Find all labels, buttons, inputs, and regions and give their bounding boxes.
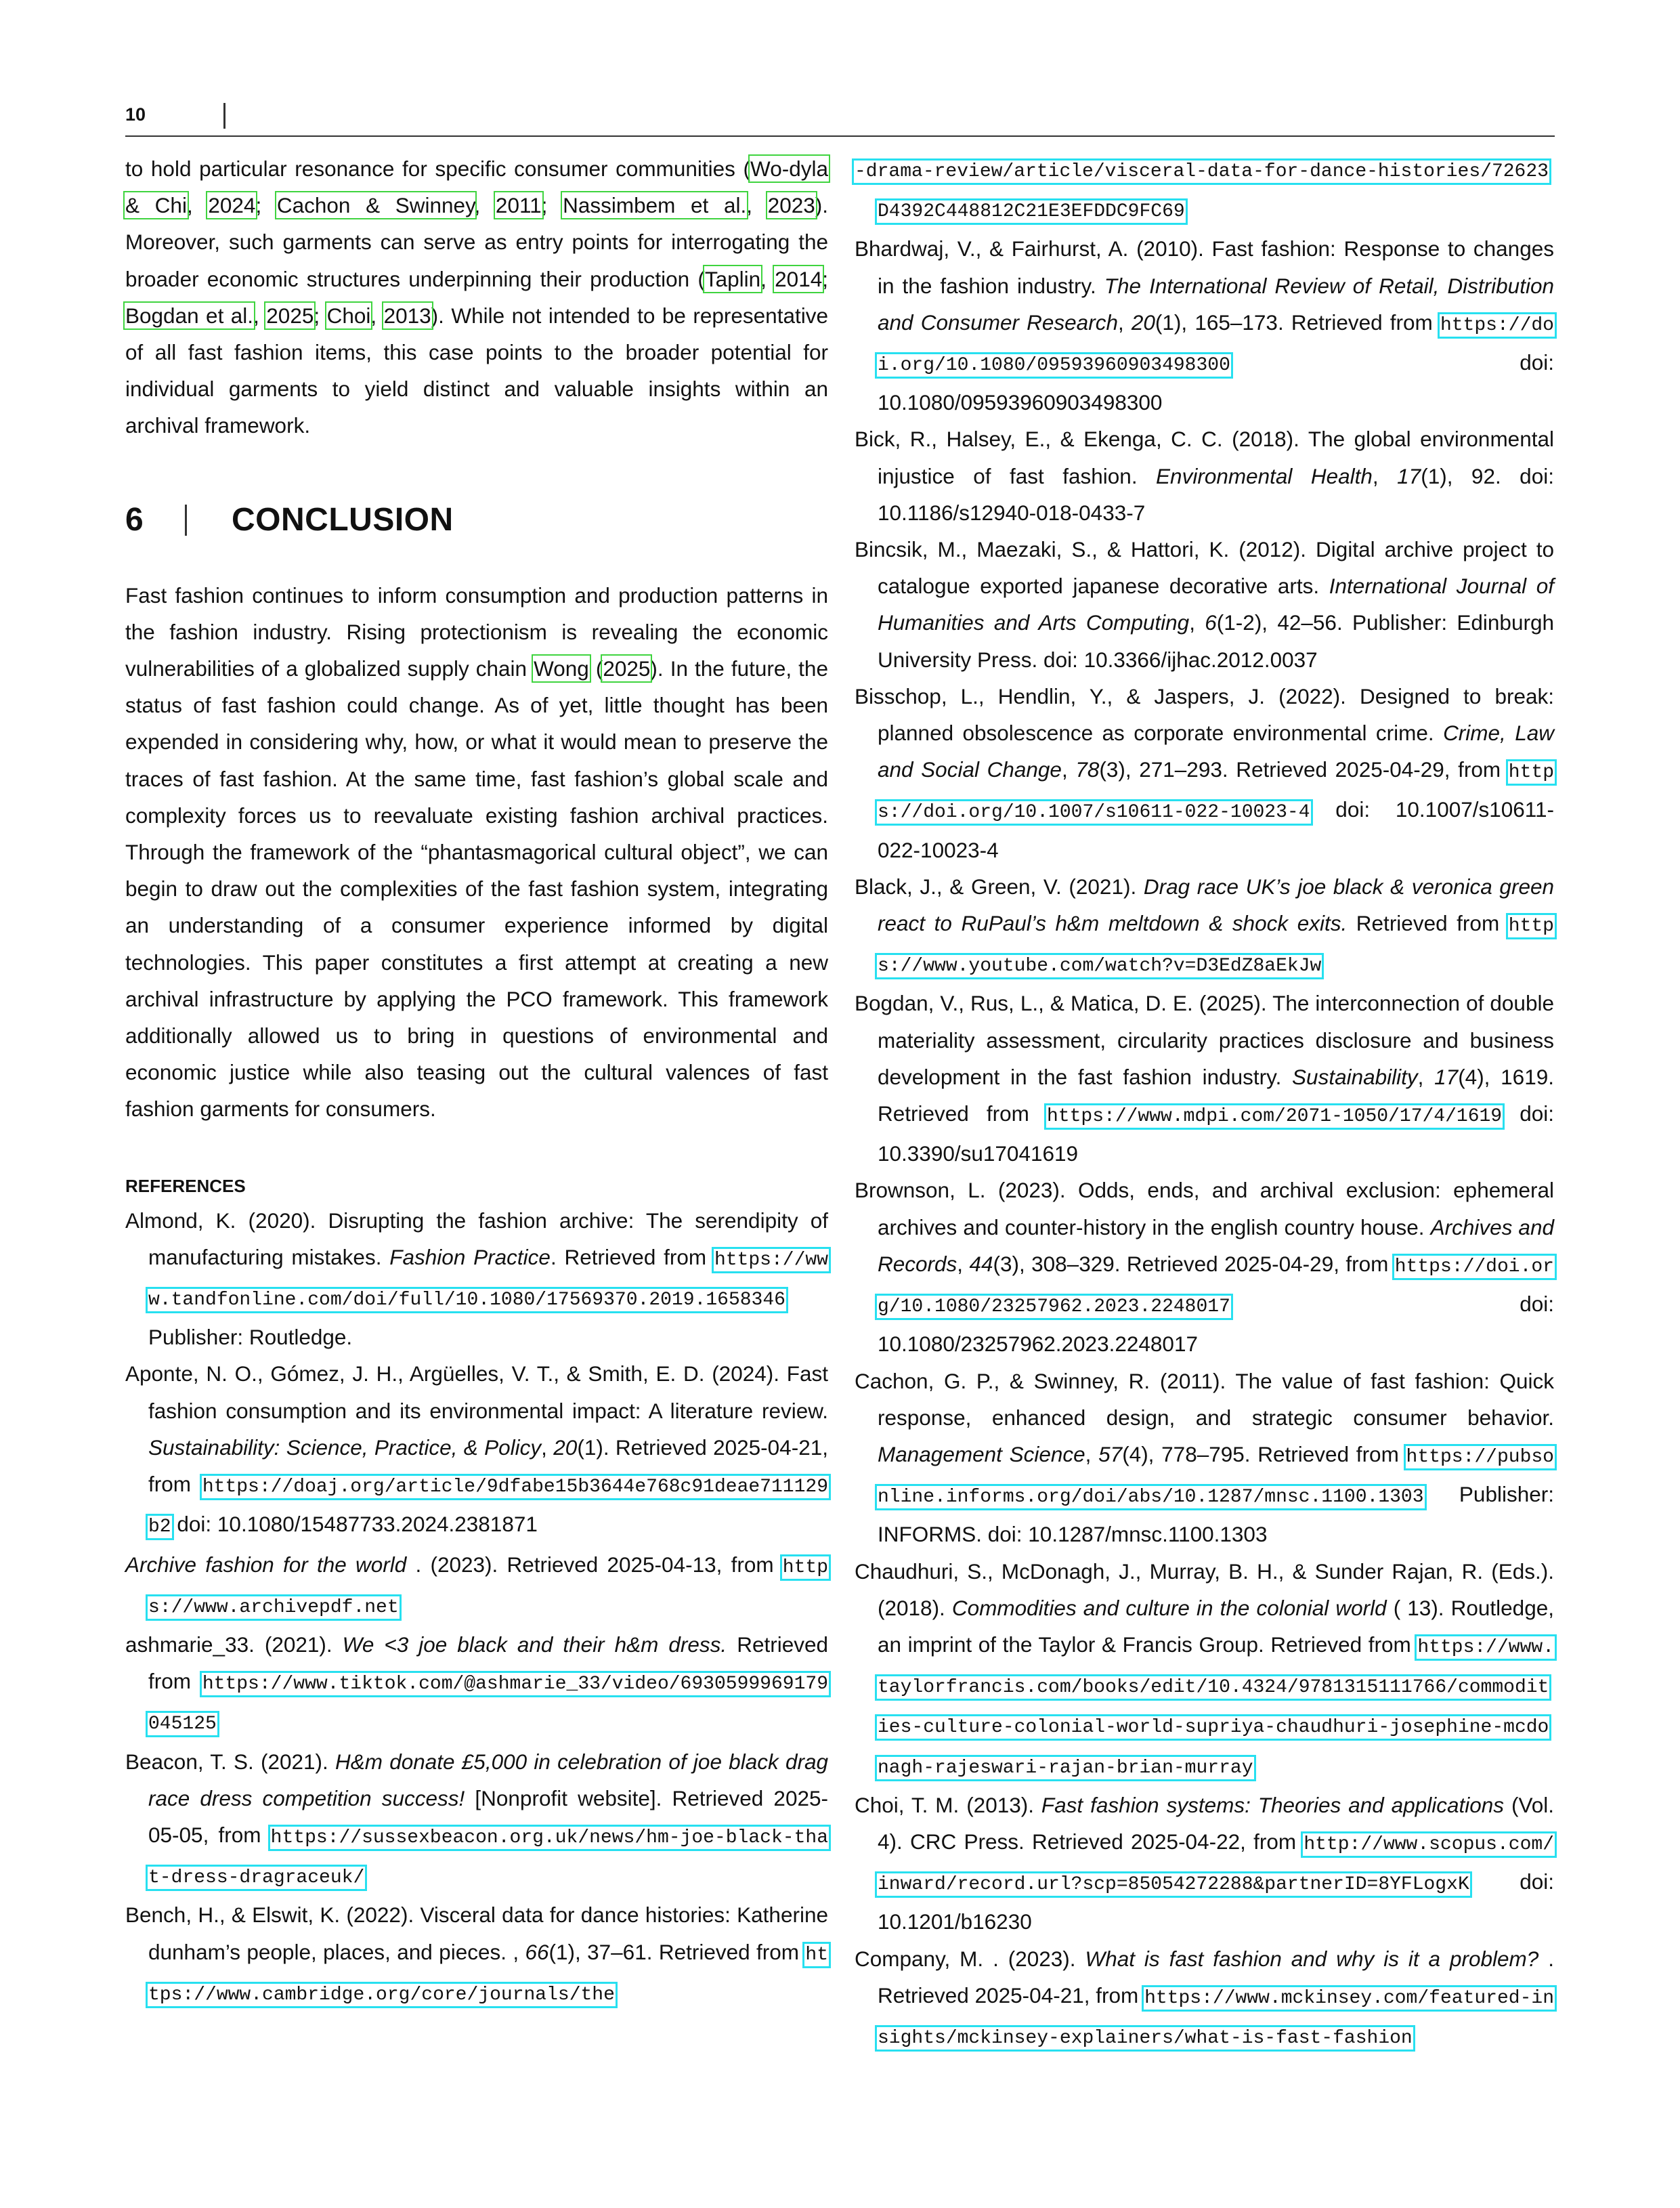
text-run: Retrieved from	[148, 1632, 829, 1694]
text-run: to hold particular resonance for specific consumer communities (	[125, 156, 751, 181]
italic-text: Sustainability	[1292, 1064, 1418, 1089]
citation-link[interactable]: 2011	[495, 193, 542, 218]
italic-text: Fashion Practice	[389, 1244, 551, 1269]
reference-entry	[125, 1743, 828, 1897]
italic-text: H&m donate £5,000 in celebration of joe black drag race dress competition success!	[148, 1749, 828, 1810]
text-run: ;	[541, 193, 563, 218]
reference-url-link[interactable]: https://www.archivepdf.net	[148, 1556, 829, 1618]
text-run: . (2023). Retrieved 2025-04-13, from	[406, 1552, 783, 1577]
text-run: Cachon, G. P., & Swinney, R. (2011). The value of fast fashion: Quick response, enhanced design, and strategic consumer behavior.	[855, 1368, 1554, 1430]
text-run: (1), 165–173. Retrieved from	[1155, 310, 1440, 335]
text-run: (1), 37–61. Retrieved from	[548, 1939, 806, 1964]
text-run: ,	[186, 193, 209, 218]
text-run: Bench, H., & Elswit, K. (2022). Visceral data for dance histories: Katherine dunham’s people, places, and pieces. ,	[125, 1903, 828, 1964]
page-number: 10	[125, 104, 146, 125]
reference-entry	[855, 678, 1554, 868]
text-run: . Retrieved from	[550, 1244, 714, 1269]
text-run: ,	[760, 266, 775, 291]
reference-url-link[interactable]: https://www.cambridge.org/core/journals/the	[148, 1944, 828, 2005]
text-run: (4), 778–795. Retrieved from	[1122, 1441, 1406, 1466]
text-run: doi: 10.1201/b16230	[878, 1869, 1554, 1934]
italic-text: The International Review of Retail, Distribution and Consumer Research	[878, 273, 1554, 335]
italic-text: Environmental Health	[1156, 463, 1373, 488]
reference-url-link[interactable]: -drama-review/article/visceral-data-for-dance-histories/72623D4392C448812C21E3EFDDC9FC69	[855, 161, 1549, 223]
text-run: ashmarie_33. (2021).	[125, 1632, 343, 1657]
text-run: Publisher: INFORMS. doi: 10.1287/mnsc.1100.1303	[878, 1482, 1554, 1547]
reference-entry	[855, 1940, 1554, 2058]
text-run: ;	[255, 193, 277, 218]
text-run: Choi, T. M. (2013).	[855, 1792, 1041, 1817]
reference-entry	[125, 1626, 828, 1743]
citation-link[interactable]: Nassimbem et al.	[563, 193, 747, 218]
text-run: Bogdan, V., Rus, L., & Matica, D. E. (2025). The interconnection of double materiality assessment, circularity practices disclosure and business development in the fast fashion industry.	[855, 991, 1554, 1089]
italic-text: Sustainability: Science, Practice, & Policy	[148, 1435, 542, 1460]
text-run: ,	[1372, 463, 1398, 488]
citation-link[interactable]: Taplin	[704, 266, 761, 291]
text-run: ). In the future, the status of fast fashion could change. As of yet, little thought has been expended in considering why, how, or what it would mean to preserve the traces of fast fashion. At the same time, fast fashion’s global scale and complexity forces us to reevaluate existing fashion archival practices. Through the framework of the “phantasmagorical cultural object”, we can begin to draw out the complexities of the fast fashion system, integrating an understanding of a consumer experience informed by digital technologies. This paper constitutes a first attempt at creating a new archival infrastructure by applying the PCO framework. This framework additionally allowed us to bring in questions of environmental and economic justice while also teasing out the cultural valences of fast fashion garments for consumers.	[125, 656, 828, 1122]
italic-text: What is fast fashion and why is it a problem?	[1085, 1946, 1539, 1971]
text-run: (Vol. 4). CRC Press. Retrieved 2025-04-22, from	[878, 1792, 1554, 1854]
section-heading	[125, 496, 828, 545]
reference-url-link[interactable]: https://doi.org/10.1007/s10611-022-10023-4	[878, 762, 1554, 824]
text-run: (3), 271–293. Retrieved 2025-04-29, from	[1099, 757, 1509, 782]
text-run: ,	[541, 1435, 554, 1460]
text-run: doi: 10.1080/15487733.2024.2381871	[171, 1512, 538, 1537]
running-header	[125, 96, 1555, 137]
citation-link[interactable]: Wong	[534, 656, 589, 681]
text-run: ,	[957, 1251, 970, 1276]
citation-link[interactable]: Wo-dyla & Chi	[125, 156, 828, 218]
reference-entry	[855, 868, 1554, 985]
reference-url-link[interactable]: https://www.mckinsey.com/featured-insights/mckinsey-explainers/what-is-fast-fashion	[878, 1987, 1554, 2049]
text-run: Bhardwaj, V., & Fairhurst, A. (2010). Fast fashion: Response to changes in the fashion industry.	[855, 236, 1554, 298]
reference-entry	[125, 1896, 828, 2014]
reference-entry	[125, 1202, 828, 1356]
text-run: ( 13). Routledge, an imprint of the Taylor & Francis Group. Retrieved from	[878, 1595, 1554, 1657]
reference-url-link[interactable]: https://www.taylorfrancis.com/books/edit/10.4324/9781315111766/commodities-culture-colonial-world-supriya-chaudhuri-josephine-mcdonagh-rajeswari-rajan-brian-murray	[878, 1636, 1554, 1779]
italic-text: 78	[1075, 757, 1100, 782]
right-column	[855, 150, 1554, 2057]
text-run: Chaudhuri, S., McDonagh, J., Murray, B. H., & Sunder Rajan, R. (Eds.). (2018).	[855, 1558, 1554, 1620]
text-run: doi: 10.1080/23257962.2023.2248017	[878, 1292, 1554, 1357]
italic-text: We <3 joe black and their h&m dress.	[342, 1632, 727, 1657]
section-divider	[185, 505, 187, 536]
section-number: 6	[125, 501, 144, 538]
text-run: Aponte, N. O., Gómez, J. H., Argüelles, V. T., & Smith, E. D. (2024). Fast fashion consumption and its environmental impact: A literature review.	[125, 1361, 828, 1423]
text-run: Bick, R., Halsey, E., & Ekenga, C. C. (2018). The global environmental injustice of fast fashion.	[855, 427, 1554, 488]
intro-paragraph	[125, 150, 828, 444]
citation-link[interactable]: 2014	[775, 266, 823, 291]
reference-url-link[interactable]: https://doi.org/10.1080/09593960903498300	[878, 314, 1554, 377]
text-run: doi: 10.3390/su17041619	[878, 1101, 1554, 1166]
text-run: Company, M. . (2023).	[855, 1946, 1085, 1971]
italic-text: Fast fashion systems: Theories and applications	[1041, 1792, 1505, 1817]
citation-link[interactable]: 2013	[383, 303, 431, 328]
reference-entry	[855, 1787, 1554, 1940]
italic-text: Archive fashion for the world	[125, 1552, 407, 1577]
italic-text: Commodities and culture in the colonial world	[951, 1595, 1387, 1620]
text-run: ,	[746, 193, 768, 218]
italic-text: 44	[969, 1251, 993, 1276]
reference-entry	[125, 1355, 828, 1546]
italic-text: International Journal of Humanities and Arts Computing	[878, 574, 1554, 635]
italic-text: Drag race UK’s joe black & veronica green react to RuPaul’s h&m meltdown & shock exits.	[878, 874, 1554, 936]
left-column	[125, 150, 828, 2014]
reference-entry	[855, 230, 1554, 421]
reference-url-link[interactable]: https://doaj.org/article/9dfabe15b3644e768c91deae711129b2	[148, 1477, 828, 1538]
italic-text: Management Science	[878, 1441, 1085, 1466]
citation-link[interactable]: Bogdan et al.	[125, 303, 254, 328]
text-run: ,	[1061, 757, 1076, 782]
reference-url-link[interactable]: https://doi.org/10.1080/23257962.2023.2248017	[878, 1256, 1554, 1318]
references-heading: REFERENCES	[125, 1175, 246, 1196]
reference-entry	[855, 1172, 1554, 1362]
citation-link[interactable]: 2025	[266, 303, 314, 328]
text-run: doi: 10.1080/09593960903498300	[878, 350, 1554, 415]
reference-url-link[interactable]: https://pubsonline.informs.org/doi/abs/10.1287/mnsc.1100.1303	[878, 1446, 1554, 1508]
italic-text: 66	[525, 1939, 549, 1964]
text-run: Brownson, L. (2023). Odds, ends, and archival exclusion: ephemeral archives and counter-history in the english country house.	[855, 1178, 1554, 1239]
text-run: (1). Retrieved 2025-04-21, from	[148, 1435, 828, 1497]
reference-entry	[125, 1546, 828, 1626]
reference-list-left	[125, 1202, 828, 2014]
citation-link[interactable]: Cachon & Swinney	[276, 193, 475, 218]
italic-text: Archives and Records	[878, 1214, 1554, 1276]
reference-list-right	[855, 230, 1554, 2057]
reference-url-link[interactable]: https://www.tandfonline.com/doi/full/10.1080/17569370.2019.1658346	[148, 1249, 828, 1311]
citation-link[interactable]: Choi	[326, 303, 371, 328]
text-run: [Nonprofit website]. Retrieved 2025-05-05, from	[148, 1785, 828, 1847]
text-run: Black, J., & Green, V. (2021).	[855, 874, 1144, 899]
text-run: Bincsik, M., Maezaki, S., & Hattori, K. (2012). Digital archive project to catalogue exported japanese decorative arts.	[855, 537, 1554, 599]
text-run: doi: 10.1007/s10611-022-10023-4	[878, 797, 1554, 862]
reference-entry	[855, 421, 1554, 531]
text-run: ,	[1189, 610, 1205, 635]
text-run: Retrieved from	[1347, 911, 1509, 936]
conclusion-paragraph	[125, 577, 828, 1128]
header-divider	[223, 103, 225, 129]
text-run: ). Moreover, such garments can serve as entry points for interrogating the broader economic structures underpinning their production (	[125, 193, 828, 291]
text-run: Fast fashion continues to inform consumption and production patterns in the fashion industry. Rising protectionism is revealing the economic vulnerabilities of a globalized supply chain	[125, 582, 828, 681]
text-run: Bisschop, L., Hendlin, Y., & Jaspers, J. (2022). Designed to break: planned obsolescence as corporate environmental crime.	[855, 683, 1554, 746]
text-run: (	[588, 656, 603, 681]
reference-url-link[interactable]: https://sussexbeacon.org.uk/news/hm-joe-black-that-dress-dragraceuk/	[148, 1827, 828, 1889]
italic-text: 17	[1434, 1064, 1459, 1089]
text-run: . Retrieved 2025-04-21, from	[878, 1946, 1554, 2008]
text-run: (1-2), 42–56. Publisher: Edinburgh University Press. doi: 10.3366/ijhac.2012.0037	[878, 610, 1554, 672]
reference-entry	[855, 531, 1554, 678]
text-run: ). While not intended to be representative of all fast fashion items, this case points to the broader potential for individual garments to yield distinct and valuable insights within an archival framework.	[125, 303, 828, 438]
reference-entry	[855, 1363, 1554, 1553]
text-run: (1), 92. doi: 10.1186/s12940-018-0433-7	[878, 463, 1554, 525]
italic-text: 6	[1205, 610, 1217, 635]
citation-link[interactable]: 2024	[208, 193, 256, 218]
italic-text: 57	[1098, 1441, 1123, 1466]
text-run: ,	[1117, 310, 1132, 335]
section-title: CONCLUSION	[232, 501, 454, 538]
text-run: Beacon, T. S. (2021).	[125, 1749, 335, 1774]
text-run: ;	[822, 266, 828, 291]
italic-text: 17	[1397, 463, 1421, 488]
reference-url-link[interactable]: https://www.mdpi.com/2071-1050/17/4/1619	[1047, 1106, 1503, 1128]
text-run: ,	[370, 303, 384, 328]
text-run: (4), 1619. Retrieved from	[878, 1064, 1554, 1126]
text-run: ,	[474, 193, 496, 218]
italic-text: 20	[553, 1435, 578, 1460]
reference-entry	[855, 985, 1554, 1172]
text-run: (3), 308–329. Retrieved 2025-04-29, from	[993, 1251, 1395, 1276]
text-run: ;	[314, 303, 327, 328]
citation-link[interactable]: 2023	[767, 193, 815, 218]
text-run: ,	[253, 303, 267, 328]
reference-entry	[855, 1553, 1554, 1787]
text-run: ,	[1417, 1064, 1435, 1089]
italic-text: Crime, Law and Social Change	[878, 721, 1554, 782]
text-run: Publisher: Routledge.	[148, 1325, 353, 1350]
reference-url-link[interactable]: https://www.tiktok.com/@ashmarie_33/video/6930599969179045125	[148, 1674, 828, 1735]
italic-text: 20	[1131, 310, 1155, 335]
reference-continuation	[855, 150, 1554, 230]
text-run: ,	[1085, 1441, 1099, 1466]
reference-url-link[interactable]: https://www.youtube.com/watch?v=D3EdZ8aEkJw	[878, 916, 1554, 977]
reference-url-link[interactable]: http://www.scopus.com/inward/record.url?scp=85054272288&partnerID=8YFLogxK	[878, 1833, 1554, 1896]
citation-link[interactable]: 2025	[603, 656, 651, 681]
text-run: Almond, K. (2020). Disrupting the fashion archive: The serendipity of manufacturing mistakes.	[125, 1208, 828, 1269]
